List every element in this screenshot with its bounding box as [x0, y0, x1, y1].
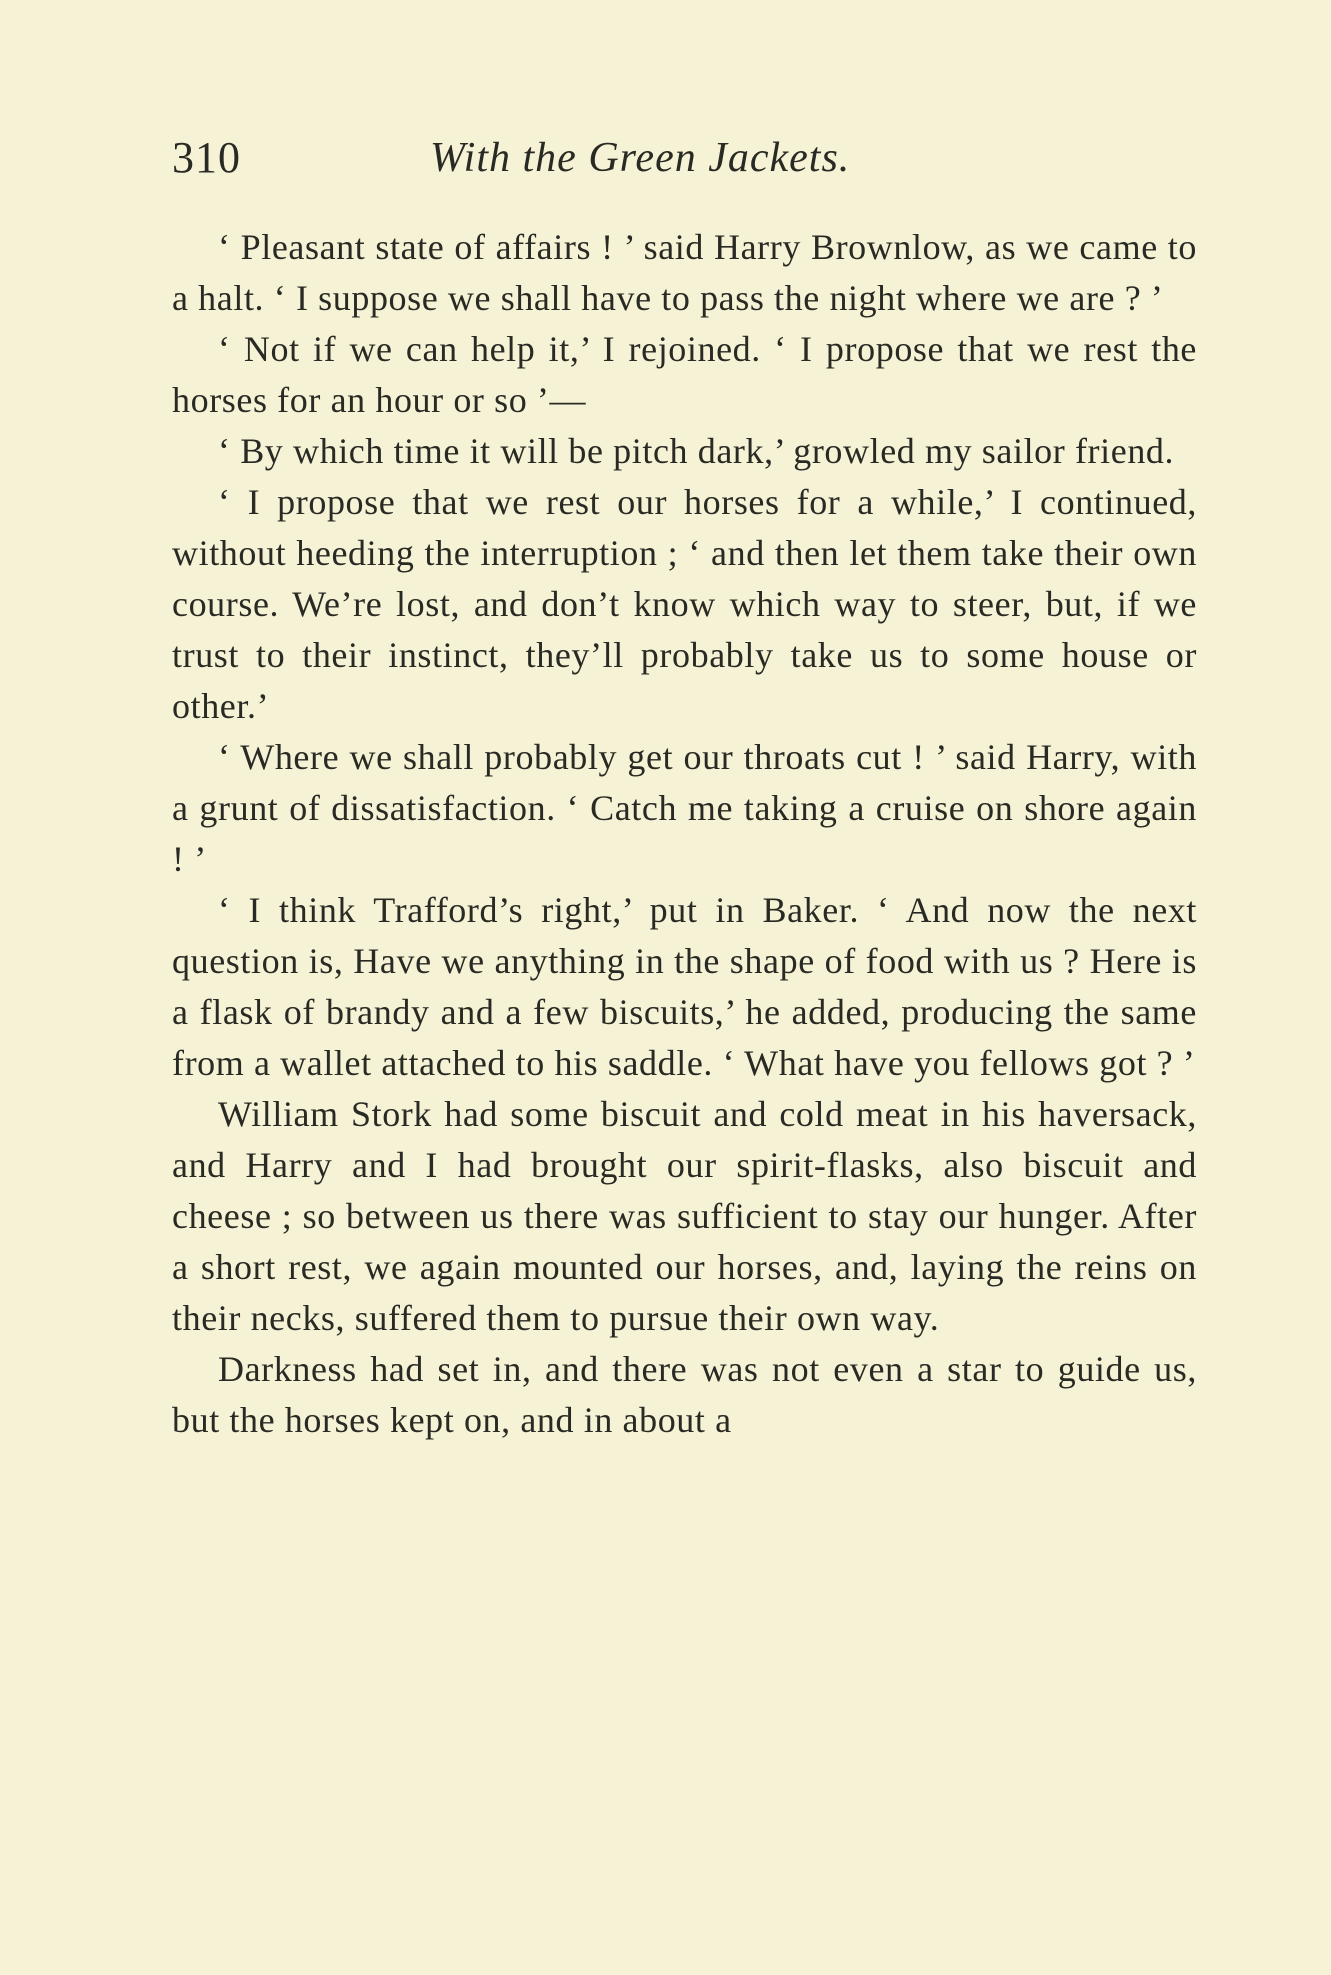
page-header	[172, 128, 1202, 188]
paragraph: ‘ Not if we can help it,’ I rejoined. ‘ I propose that we rest the horses for an hour or so ’—	[172, 329, 1197, 420]
body-text	[172, 222, 1197, 1446]
paragraph: ‘ I think Trafford’s right,’ put in Baker. ‘ And now the next question is, Have we anything in the shape of food with us ? Here is a flask of brandy and a few biscuits,’ he added, producing the same from a wallet attached to his saddle. ‘ What have you fellows got ? ’	[172, 890, 1197, 1083]
paragraph: William Stork had some biscuit and cold meat in his haversack, and Harry and I had brought our spirit-flasks, also biscuit and cheese ; so between us there was sufficient to stay our hunger. After a short rest, we again mounted our horses, and, laying the reins on their necks, suffered them to pursue their own way.	[172, 1094, 1197, 1338]
page-number: 310	[172, 133, 241, 182]
paragraph: ‘ Pleasant state of affairs ! ’ said Harry Brownlow, as we came to a halt. ‘ I suppose we shall have to pass the night where we are ? ’	[172, 227, 1197, 318]
running-title: With the Green Jackets.	[430, 135, 851, 181]
paragraph: ‘ Where we shall probably get our throats cut ! ’ said Harry, with a grunt of dissatisfaction. ‘ Catch me taking a cruise on shore again ! ’	[172, 737, 1197, 879]
paragraph: ‘ By which time it will be pitch dark,’ growled my sailor friend.	[218, 431, 1175, 471]
paragraph: ‘ I propose that we rest our horses for a while,’ I continued, without heeding the interruption ; ‘ and then let them take their own course. We’re lost, and don’t know which way to steer, but, if we trust to their instinct, they’ll probably take us to some house or other.’	[172, 482, 1197, 726]
paragraph: Darkness had set in, and there was not even a star to guide us, but the horses kept on, and in about a	[172, 1349, 1197, 1440]
